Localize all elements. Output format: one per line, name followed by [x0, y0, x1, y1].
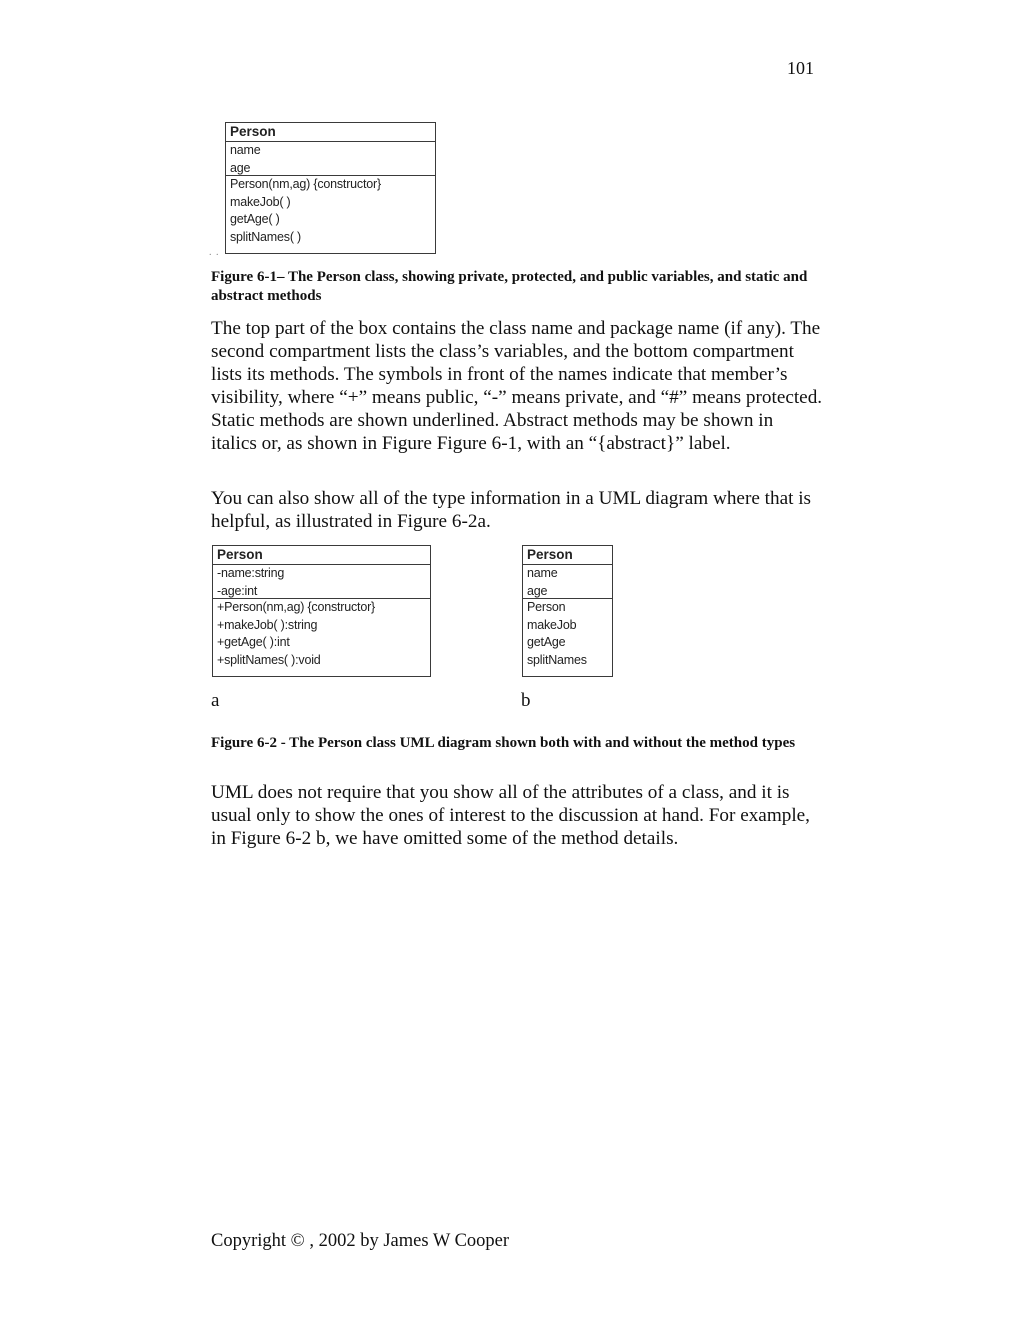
- body-paragraph: The top part of the box contains the class name and package name (if any). The second compartment lists the class’s variables, and the bottom compartment lists its methods. The symbols in front of the names indicate that member’s visibility, where “+” means public, “-” means private, and “#” means protected. Static methods are shown underlined. Abstract methods may be shown in italics or, as shown in Figure Figure 6-1, with an “{abstract}” label.: [211, 318, 823, 454]
- uml-method: Person(nm,ag) {constructor}: [230, 177, 381, 191]
- uml-attributes-compartment: [226, 142, 435, 176]
- uml-attribute: -age:int: [217, 583, 258, 598]
- figure-label-a: a: [211, 690, 220, 711]
- uml-method: +makeJob( ):string: [217, 617, 318, 632]
- uml-class-name: Person: [226, 123, 435, 142]
- uml-methods-compartment: [213, 599, 430, 669]
- uml-method: getAge( ): [230, 212, 280, 226]
- uml-method: +splitNames( ):void: [217, 652, 321, 667]
- uml-methods-compartment: [523, 599, 612, 669]
- uml-method: splitNames: [527, 652, 587, 667]
- uml-class-diagram-fig-6-1: [225, 122, 436, 254]
- uml-method: splitNames( ): [230, 229, 302, 244]
- uml-attribute: -name:string: [217, 566, 285, 580]
- uml-attribute: name: [230, 143, 261, 157]
- page-number: 101: [787, 58, 814, 78]
- figure-label-b: b: [521, 690, 531, 711]
- uml-attribute: age: [230, 160, 251, 175]
- uml-attribute: age: [527, 583, 548, 598]
- uml-methods-compartment: [226, 176, 435, 246]
- uml-class-name: Person: [523, 546, 612, 565]
- body-paragraph: UML does not require that you show all of the attributes of a class, and it is usual only to show the ones of interest to the discussion at hand. For example, in Figure 6-2 b, we have omitted some of the method details.: [211, 782, 810, 849]
- uml-attributes-compartment: [213, 565, 430, 599]
- uml-class-diagram-fig-6-2b: [522, 545, 613, 677]
- uml-method: +getAge( ):int: [217, 635, 290, 649]
- uml-method: +Person(nm,ag) {constructor}: [217, 600, 376, 614]
- body-paragraph: You can also show all of the type information in a UML diagram where that is helpful, as illustrated in Figure 6-2a.: [211, 488, 812, 532]
- uml-attribute: name: [527, 566, 558, 580]
- copyright-footer: Copyright © , 2002 by James W Cooper: [211, 1231, 510, 1251]
- uml-attributes-compartment: [523, 565, 612, 599]
- uml-class-name: Person: [213, 546, 430, 565]
- stray-dots: . .: [209, 247, 220, 258]
- uml-method: getAge: [527, 635, 566, 649]
- uml-class-diagram-fig-6-2a: [212, 545, 431, 677]
- uml-method: Person: [527, 600, 566, 614]
- figure-6-1-caption: Figure 6-1– The Person class, showing private, protected, and public variables, and static and abstract methods: [211, 269, 808, 304]
- uml-method: makeJob( ): [230, 194, 291, 209]
- figure-6-2-caption: Figure 6-2 - The Person class UML diagram shown both with and without the method types: [211, 735, 796, 751]
- uml-method: makeJob: [527, 617, 577, 632]
